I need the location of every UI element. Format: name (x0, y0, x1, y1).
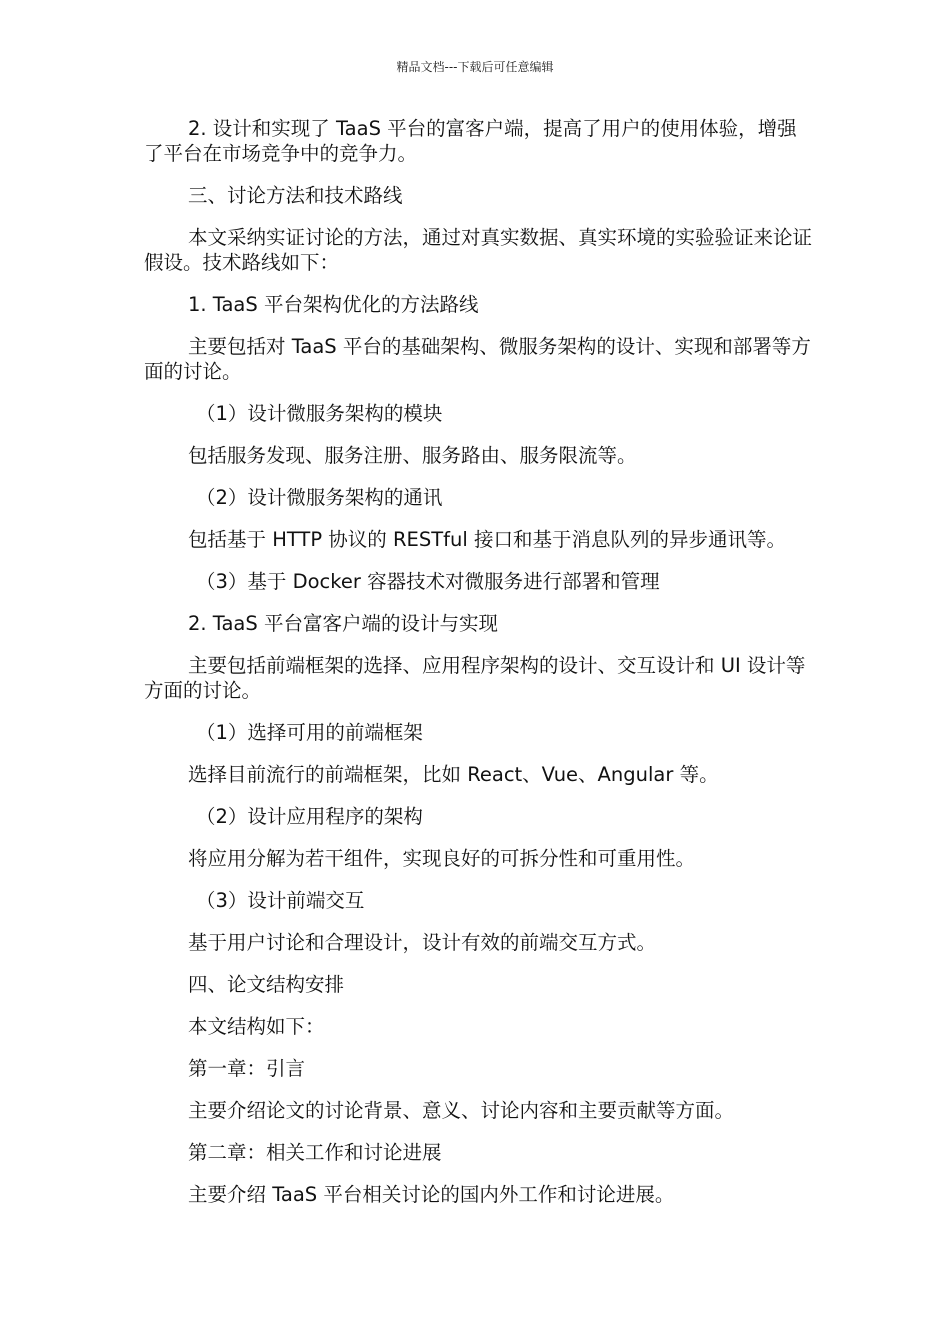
subsection-heading: 2. TaaS 平台富客户端的设计与实现 (188, 612, 498, 635)
list-item-heading: （2）设计应用程序的架构 (196, 805, 423, 828)
paragraph: 本文采纳实证讨论的方法，通过对真实数据、真实环境的实验验证来论证假设。技术路线如下： (144, 226, 813, 274)
list-item-heading: （3）设计前端交互 (196, 889, 365, 912)
list-item-heading: （2）设计微服务架构的通讯 (196, 486, 443, 509)
list-item-heading: （1）设计微服务架构的模块 (196, 402, 443, 425)
paragraph: 选择目前流行的前端框架，比如 React、Vue、Angular 等。 (188, 763, 719, 786)
paragraph: 将应用分解为若干组件，实现良好的可拆分性和可重用性。 (188, 847, 696, 870)
list-item-heading: （1）选择可用的前端框架 (196, 721, 423, 744)
paragraph: 主要包括对 TaaS 平台的基础架构、微服务架构的设计、实现和部署等方面的讨论。 (144, 335, 811, 383)
paragraph: 2. 设计和实现了 TaaS 平台的富客户端，提高了用户的使用体验，增强了平台在市场竞争中的竞争力。 (144, 117, 797, 165)
document-body (144, 116, 814, 1224)
paragraph: 主要包括前端框架的选择、应用程序架构的设计、交互设计和 UI 设计等方面的讨论。 (144, 654, 806, 702)
page-header: 精品文档---下载后可任意编辑 (396, 60, 554, 74)
paragraph: 基于用户讨论和合理设计，设计有效的前端交互方式。 (188, 931, 657, 954)
paragraph: 主要介绍论文的讨论背景、意义、讨论内容和主要贡献等方面。 (188, 1099, 735, 1122)
subsection-heading: 1. TaaS 平台架构优化的方法路线 (188, 293, 479, 316)
paragraph: 本文结构如下： (188, 1015, 325, 1038)
paragraph: 主要介绍 TaaS 平台相关讨论的国内外工作和讨论进展。 (188, 1183, 675, 1206)
section-heading: 四、论文结构安排 (188, 973, 345, 996)
section-heading: 三、讨论方法和技术路线 (188, 184, 403, 207)
list-item-heading: （3）基于 Docker 容器技术对微服务进行部署和管理 (196, 570, 660, 593)
paragraph: 包括服务发现、服务注册、服务路由、服务限流等。 (188, 444, 637, 467)
paragraph: 包括基于 HTTP 协议的 RESTful 接口和基于消息队列的异步通讯等。 (188, 528, 786, 551)
chapter-heading: 第一章：引言 (188, 1057, 306, 1080)
chapter-heading: 第二章：相关工作和讨论进展 (188, 1141, 442, 1164)
